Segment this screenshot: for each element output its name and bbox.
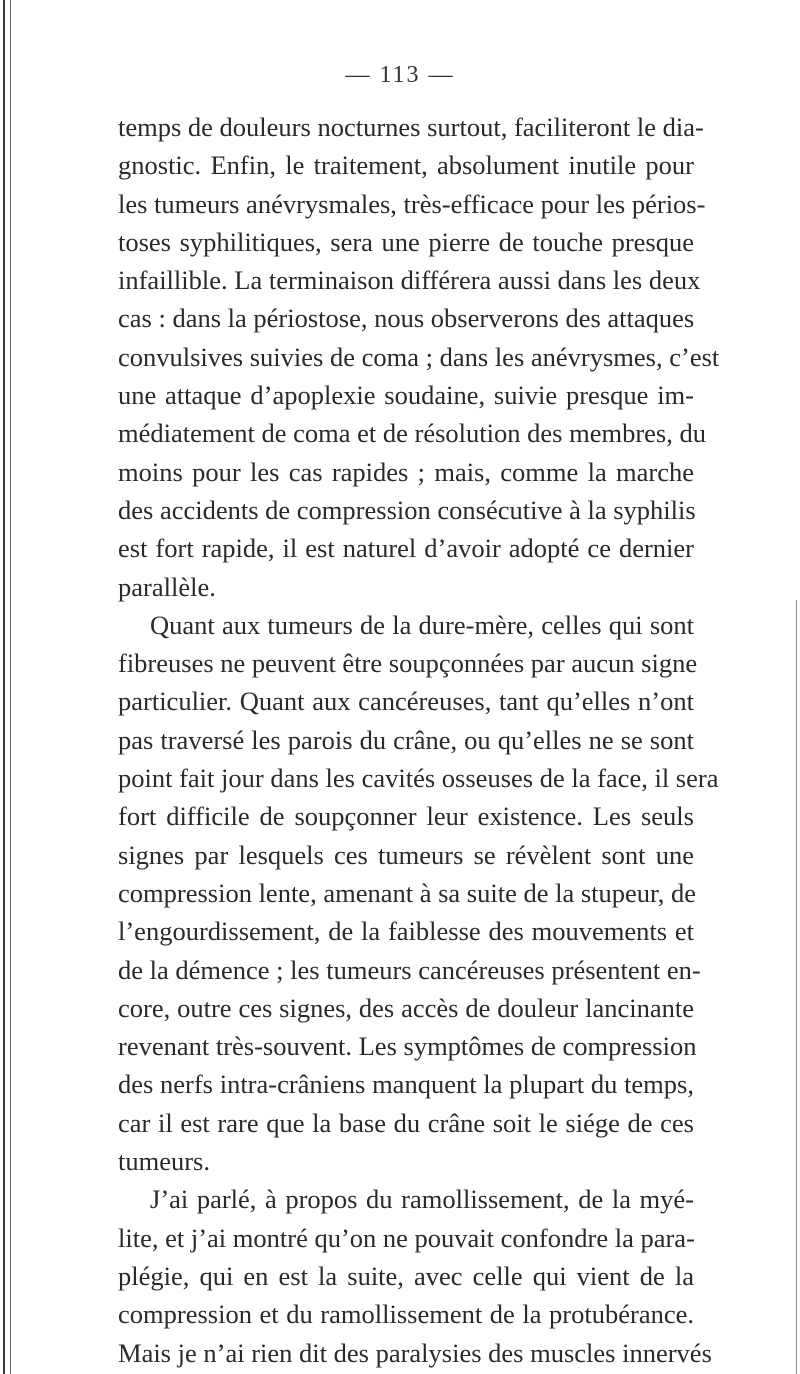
page-number: — 113 — bbox=[345, 62, 455, 88]
text-line: particulier. Quant aux cancéreuses, tant qu’elles n’ont bbox=[118, 686, 694, 717]
body-text bbox=[118, 108, 720, 1372]
text-line: convulsives suivies de coma ; dans les anévrysmes, c’est bbox=[118, 341, 720, 372]
text-line: car il est rare que la base du crâne soit le siége de ces bbox=[118, 1107, 694, 1138]
text-line: moins pour les cas rapides ; mais, comme la marche bbox=[118, 456, 694, 487]
text-line: J’ai parlé, à propos du ramollissement, de la myé- bbox=[150, 1184, 694, 1215]
text-line: signes par lesquels ces tumeurs se révèlent sont une bbox=[118, 839, 694, 870]
text-line: de la démence ; les tumeurs cancéreuses présentent en- bbox=[118, 954, 701, 985]
text-line: gnostic. Enfin, le traitement, absolument inutile pour bbox=[118, 150, 694, 181]
text-line: temps de douleurs nocturnes surtout, faciliteront le dia- bbox=[118, 112, 704, 142]
page-right-edge bbox=[796, 600, 797, 1374]
text-line: est fort rapide, il est naturel d’avoir adopté ce dernier bbox=[118, 533, 694, 564]
text-line: lite, et j’ai montré qu’on ne pouvait confondre la para- bbox=[118, 1222, 695, 1253]
text-line: des nerfs intra-crâniens manquent la plupart du temps, bbox=[118, 1069, 694, 1100]
text-line: fort difficile de soupçonner leur existence. Les seuls bbox=[118, 801, 694, 832]
scan-edge-line bbox=[3, 0, 5, 1374]
text-line: Quant aux tumeurs de la dure-mère, celles qui sont bbox=[150, 609, 694, 640]
text-line: une attaque d’apoplexie soudaine, suivie presque im- bbox=[118, 380, 694, 411]
text-line: toses syphilitiques, sera une pierre de touche presque bbox=[118, 226, 694, 257]
text-line: infaillible. La terminaison différera aussi dans les deux bbox=[118, 265, 701, 296]
text-line: fibreuses ne peuvent être soupçonnées par aucun signe bbox=[118, 648, 698, 679]
scan-edge-line-inner bbox=[10, 0, 11, 1374]
text-line: plégie, qui en est la suite, avec celle qui vient de la bbox=[118, 1260, 694, 1291]
text-line: cas : dans la périostose, nous observerons des attaques bbox=[118, 303, 695, 334]
text-line: Mais je n’ai rien dit des paralysies des muscles innervés bbox=[118, 1337, 712, 1368]
text-line: parallèle. bbox=[118, 571, 216, 602]
text-line: point fait jour dans les cavités osseuses de la face, il sera bbox=[118, 763, 719, 794]
text-line: compression et du ramollissement de la protubérance. bbox=[118, 1299, 694, 1330]
text-line: pas traversé les parois du crâne, ou qu’elles ne se sont bbox=[118, 724, 694, 755]
text-line: revenant très-souvent. Les symptômes de compression bbox=[118, 1031, 697, 1062]
text-line: l’engourdissement, de la faiblesse des mouvements et bbox=[118, 916, 694, 947]
text-line: core, outre ces signes, des accès de douleur lancinante bbox=[118, 992, 694, 1023]
text-line: compression lente, amenant à sa suite de la stupeur, de bbox=[118, 877, 697, 908]
text-line: tumeurs. bbox=[118, 1146, 210, 1177]
text-line: médiatement de coma et de résolution des membres, du bbox=[118, 418, 706, 449]
text-line: les tumeurs anévrysmales, très-efficace pour les périos- bbox=[118, 188, 706, 219]
text-line: des accidents de compression consécutive à la syphilis bbox=[118, 494, 696, 525]
